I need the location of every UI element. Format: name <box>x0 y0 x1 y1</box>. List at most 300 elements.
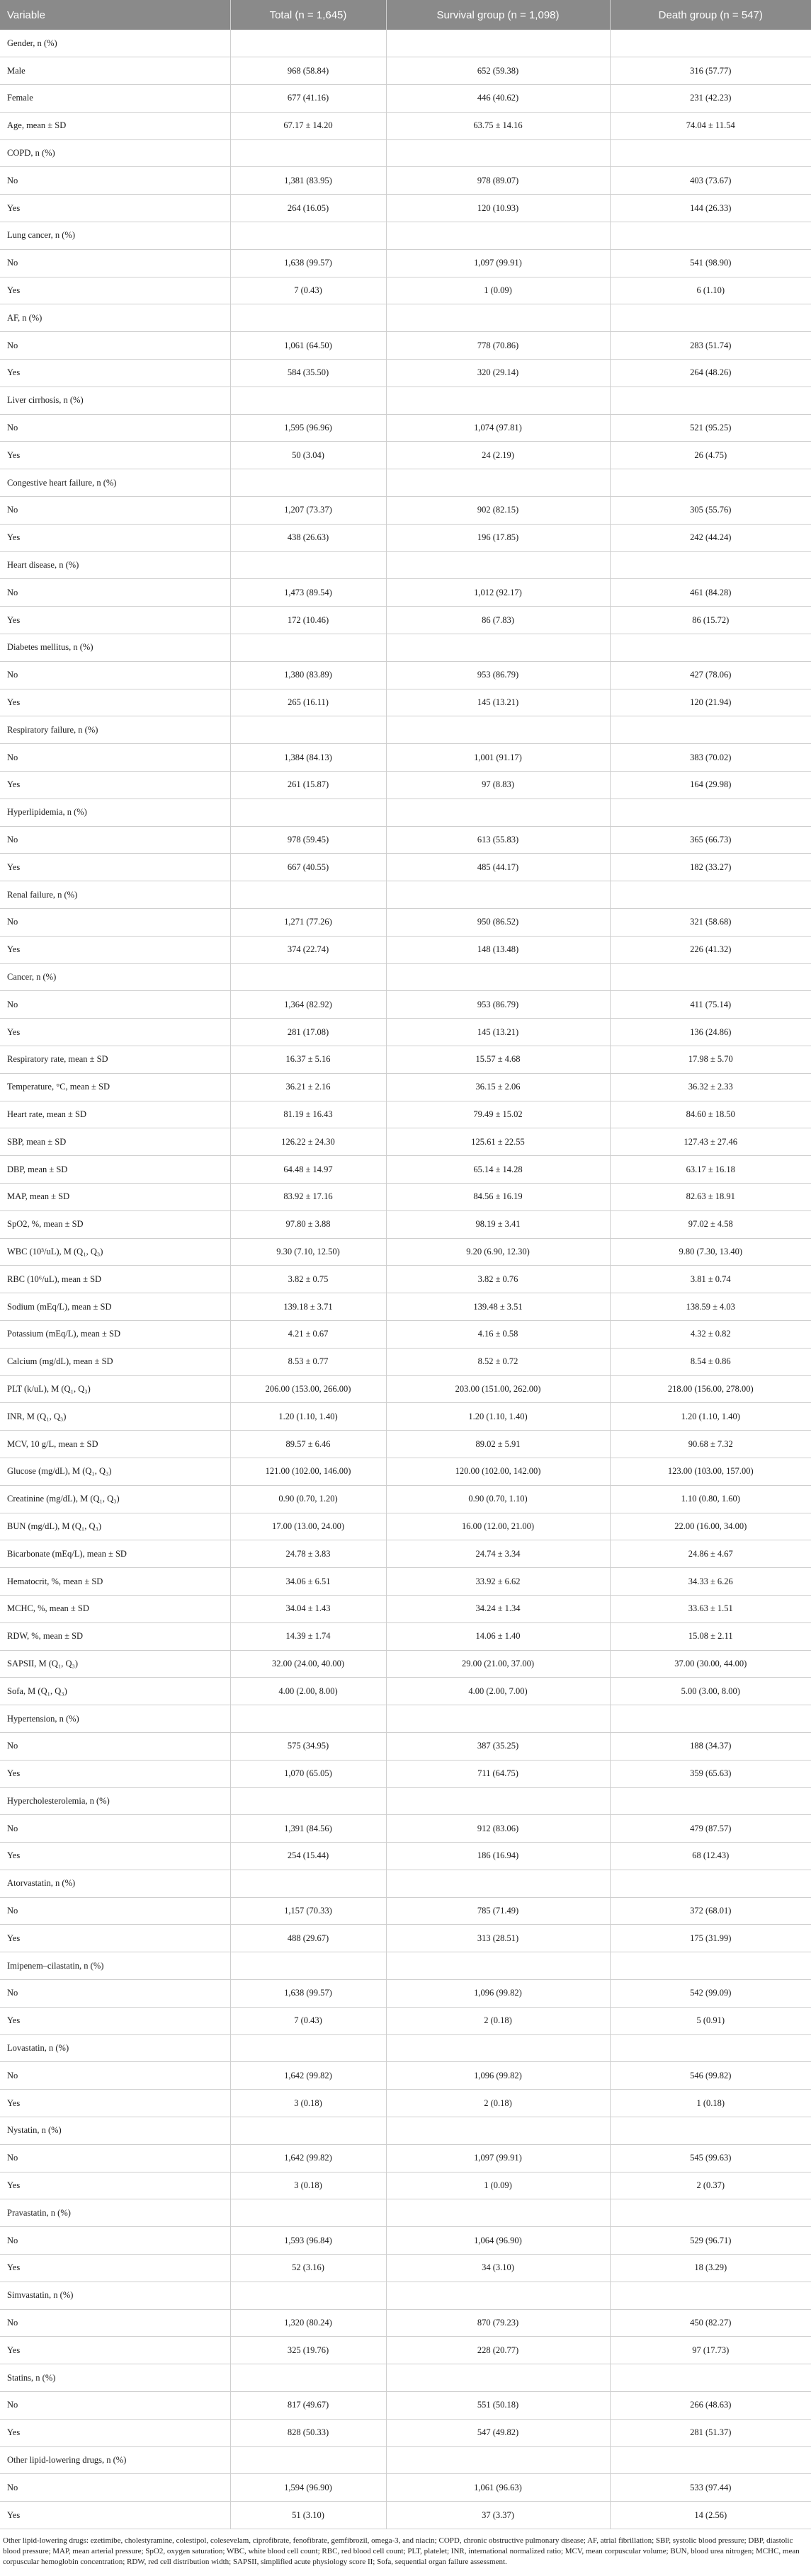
survival-cell: 1.20 (1.10, 1.40) <box>386 1403 610 1431</box>
total-cell: 32.00 (24.00, 40.00) <box>230 1650 386 1678</box>
total-cell <box>230 1705 386 1733</box>
total-cell: 1,271 (77.26) <box>230 909 386 937</box>
total-cell <box>230 1870 386 1897</box>
death-cell: 242 (44.24) <box>610 524 811 551</box>
variable-cell: Pravastatin, n (%) <box>0 2199 230 2227</box>
death-cell <box>610 30 811 57</box>
table-row <box>0 1870 811 1897</box>
variable-cell: Liver cirrhosis, n (%) <box>0 387 230 414</box>
variable-cell: Congestive heart failure, n (%) <box>0 469 230 497</box>
variable-cell: Yes <box>0 524 230 551</box>
survival-cell <box>386 1952 610 1980</box>
table-row <box>0 2446 811 2474</box>
table-row <box>0 497 811 525</box>
survival-cell: 145 (13.21) <box>386 689 610 716</box>
death-cell <box>610 2282 811 2309</box>
variable-cell: Glucose (mg/dL), M (Q₁, Q₃) <box>0 1458 230 1485</box>
table-header <box>0 0 811 30</box>
table-row <box>0 1815 811 1843</box>
survival-cell: 63.75 ± 14.16 <box>386 112 610 139</box>
total-cell: 828 (50.33) <box>230 2419 386 2446</box>
variable-cell: Yes <box>0 936 230 963</box>
table-row <box>0 332 811 360</box>
table-row <box>0 1568 811 1596</box>
total-cell: 261 (15.87) <box>230 772 386 799</box>
table-row <box>0 304 811 332</box>
death-cell: 479 (87.57) <box>610 1815 811 1843</box>
variable-cell: No <box>0 2309 230 2337</box>
death-cell: 3.81 ± 0.74 <box>610 1266 811 1293</box>
survival-cell: 125.61 ± 22.55 <box>386 1128 610 1156</box>
death-cell: 22.00 (16.00, 34.00) <box>610 1513 811 1540</box>
survival-cell: 1 (0.09) <box>386 2172 610 2199</box>
death-cell: 188 (34.37) <box>610 1732 811 1760</box>
variable-cell: Gender, n (%) <box>0 30 230 57</box>
variable-cell: RBC (10⁶/uL), mean ± SD <box>0 1266 230 1293</box>
variable-cell: Simvastatin, n (%) <box>0 2282 230 2309</box>
death-cell: 1.10 (0.80, 1.60) <box>610 1485 811 1513</box>
survival-cell <box>386 1870 610 1897</box>
survival-cell <box>386 2364 610 2392</box>
death-cell: 411 (75.14) <box>610 991 811 1019</box>
survival-cell <box>386 634 610 662</box>
total-cell: 265 (16.11) <box>230 689 386 716</box>
table-row <box>0 634 811 662</box>
total-cell: 1,595 (96.96) <box>230 414 386 442</box>
total-cell: 1,384 (84.13) <box>230 744 386 772</box>
survival-cell <box>386 716 610 744</box>
variable-cell: No <box>0 1897 230 1925</box>
death-cell: 529 (96.71) <box>610 2227 811 2255</box>
survival-cell: 778 (70.86) <box>386 332 610 360</box>
survival-cell <box>386 2034 610 2062</box>
table-row <box>0 936 811 963</box>
variable-cell: No <box>0 332 230 360</box>
table-row <box>0 1705 811 1733</box>
table-row <box>0 798 811 826</box>
table-row <box>0 1183 811 1210</box>
death-cell: 14 (2.56) <box>610 2502 811 2529</box>
total-cell: 4.21 ± 0.67 <box>230 1320 386 1348</box>
variable-cell: Hematocrit, %, mean ± SD <box>0 1568 230 1596</box>
death-cell: 127.43 ± 27.46 <box>610 1128 811 1156</box>
variable-cell: INR, M (Q₁, Q₃) <box>0 1403 230 1431</box>
death-cell: 175 (31.99) <box>610 1925 811 1952</box>
death-cell: 68 (12.43) <box>610 1843 811 1870</box>
variable-cell: Male <box>0 57 230 85</box>
variable-cell: Respiratory failure, n (%) <box>0 716 230 744</box>
death-cell: 542 (99.09) <box>610 1980 811 2008</box>
total-cell: 281 (17.08) <box>230 1019 386 1046</box>
total-cell: 121.00 (102.00, 146.00) <box>230 1458 386 1485</box>
total-cell: 1,070 (65.05) <box>230 1760 386 1787</box>
survival-cell: 1,074 (97.81) <box>386 414 610 442</box>
death-cell <box>610 716 811 744</box>
survival-cell: 14.06 ± 1.40 <box>386 1622 610 1650</box>
survival-cell: 1,097 (99.91) <box>386 249 610 277</box>
total-cell: 3 (0.18) <box>230 2172 386 2199</box>
table-row <box>0 2227 811 2255</box>
variable-cell: No <box>0 249 230 277</box>
total-cell <box>230 963 386 991</box>
death-cell: 34.33 ± 6.26 <box>610 1568 811 1596</box>
total-cell: 172 (10.46) <box>230 607 386 634</box>
table-row <box>0 1156 811 1184</box>
survival-cell: 34 (3.10) <box>386 2255 610 2282</box>
variable-cell: Yes <box>0 1843 230 1870</box>
variable-cell: No <box>0 1815 230 1843</box>
total-cell: 1,594 (96.90) <box>230 2474 386 2502</box>
variable-cell: Creatinine (mg/dL), M (Q₁, Q₃) <box>0 1485 230 1513</box>
survival-cell: 196 (17.85) <box>386 524 610 551</box>
death-cell <box>610 139 811 167</box>
death-cell: 4.32 ± 0.82 <box>610 1320 811 1348</box>
survival-cell: 950 (86.52) <box>386 909 610 937</box>
death-cell: 545 (99.63) <box>610 2144 811 2172</box>
survival-cell: 1,061 (96.63) <box>386 2474 610 2502</box>
death-cell <box>610 1952 811 1980</box>
total-cell: 7 (0.43) <box>230 277 386 304</box>
survival-cell: 1,001 (91.17) <box>386 744 610 772</box>
survival-cell: 228 (20.77) <box>386 2337 610 2364</box>
survival-cell <box>386 551 610 579</box>
table-row <box>0 826 811 854</box>
death-cell <box>610 469 811 497</box>
death-cell: 541 (98.90) <box>610 249 811 277</box>
table-row <box>0 689 811 716</box>
table-row <box>0 249 811 277</box>
survival-cell: 3.82 ± 0.76 <box>386 1266 610 1293</box>
total-cell: 575 (34.95) <box>230 1732 386 1760</box>
variable-cell: BUN (mg/dL), M (Q₁, Q₃) <box>0 1513 230 1540</box>
total-cell <box>230 551 386 579</box>
variable-cell: Hyperlipidemia, n (%) <box>0 798 230 826</box>
death-cell: 305 (55.76) <box>610 497 811 525</box>
survival-cell <box>386 2282 610 2309</box>
death-cell <box>610 1870 811 1897</box>
death-cell: 6 (1.10) <box>610 277 811 304</box>
total-cell <box>230 2117 386 2145</box>
total-cell: 51 (3.10) <box>230 2502 386 2529</box>
table-row <box>0 881 811 909</box>
death-cell: 316 (57.77) <box>610 57 811 85</box>
death-cell: 1 (0.18) <box>610 2090 811 2117</box>
death-cell <box>610 2199 811 2227</box>
death-cell <box>610 2034 811 2062</box>
table-row <box>0 1431 811 1458</box>
variable-cell: Yes <box>0 1760 230 1787</box>
total-cell: 64.48 ± 14.97 <box>230 1156 386 1184</box>
total-cell <box>230 139 386 167</box>
survival-cell <box>386 387 610 414</box>
table-row <box>0 1787 811 1815</box>
death-cell <box>610 963 811 991</box>
total-cell: 1,642 (99.82) <box>230 2062 386 2090</box>
total-cell: 1,391 (84.56) <box>230 1815 386 1843</box>
variable-cell: Potassium (mEq/L), mean ± SD <box>0 1320 230 1348</box>
table-row <box>0 579 811 607</box>
table-row <box>0 1622 811 1650</box>
total-cell: 3.82 ± 0.75 <box>230 1266 386 1293</box>
table-row <box>0 963 811 991</box>
table-row <box>0 167 811 195</box>
survival-cell: 34.24 ± 1.34 <box>386 1595 610 1622</box>
table-row <box>0 85 811 113</box>
survival-cell: 870 (79.23) <box>386 2309 610 2337</box>
table-row <box>0 2199 811 2227</box>
death-cell: 9.80 (7.30, 13.40) <box>610 1238 811 1266</box>
death-cell <box>610 1787 811 1815</box>
survival-cell: 84.56 ± 16.19 <box>386 1183 610 1210</box>
variable-cell: No <box>0 414 230 442</box>
variable-cell: No <box>0 909 230 937</box>
death-cell: 37.00 (30.00, 44.00) <box>610 1650 811 1678</box>
variable-cell: No <box>0 2474 230 2502</box>
death-cell: 231 (42.23) <box>610 85 811 113</box>
header-total: Total (n = 1,645) <box>230 0 386 30</box>
survival-cell: 387 (35.25) <box>386 1732 610 1760</box>
survival-cell <box>386 1705 610 1733</box>
death-cell: 521 (95.25) <box>610 414 811 442</box>
table-row <box>0 1238 811 1266</box>
variable-cell: Yes <box>0 2007 230 2034</box>
survival-cell: 2 (0.18) <box>386 2007 610 2034</box>
table-row <box>0 1293 811 1321</box>
survival-cell: 89.02 ± 5.91 <box>386 1431 610 1458</box>
survival-cell: 37 (3.37) <box>386 2502 610 2529</box>
variable-cell: Renal failure, n (%) <box>0 881 230 909</box>
variable-cell: AF, n (%) <box>0 304 230 332</box>
total-cell: 17.00 (13.00, 24.00) <box>230 1513 386 1540</box>
survival-cell: 652 (59.38) <box>386 57 610 85</box>
death-cell <box>610 2364 811 2392</box>
survival-cell: 36.15 ± 2.06 <box>386 1073 610 1101</box>
death-cell: 372 (68.01) <box>610 1897 811 1925</box>
table-row <box>0 1678 811 1705</box>
table-row <box>0 1458 811 1485</box>
total-cell: 0.90 (0.70, 1.20) <box>230 1485 386 1513</box>
survival-cell: 785 (71.49) <box>386 1897 610 1925</box>
total-cell: 1,638 (99.57) <box>230 249 386 277</box>
variable-cell: SBP, mean ± SD <box>0 1128 230 1156</box>
variable-cell: Female <box>0 85 230 113</box>
table-footnote: Other lipid-lowering drugs: ezetimibe, cholestyramine, colestipol, colesevelam, ciprofibrate, fenofibrate, gemfibrozil, omega-3, and niacin; COPD, chronic obstructive pulmonary disease; AF, atrial fibrillation; SBP, systolic blood pressure; DBP, diastolic blood pressure; MAP, mean arterial pressure; SpO2, oxygen saturation; WBC, white blood cell count; RBC, red blood cell count; PLT, platelet; INR, international normalized ratio; MCV, mean corpuscular volume; BUN, blood urea nitrogen; MCHC, mean corpuscular hemoglobin concentration; RDW, red cell distribution width; SAPSII, simplified acute physiology score II; Sofa, sequential organ failure assessment. <box>3 2536 800 2567</box>
death-cell: 144 (26.33) <box>610 195 811 222</box>
total-cell: 1.20 (1.10, 1.40) <box>230 1403 386 1431</box>
variable-cell: No <box>0 661 230 689</box>
variable-cell: Heart disease, n (%) <box>0 551 230 579</box>
total-cell: 1,638 (99.57) <box>230 1980 386 2008</box>
variable-cell: Yes <box>0 772 230 799</box>
total-cell: 1,380 (83.89) <box>230 661 386 689</box>
variable-cell: Cancer, n (%) <box>0 963 230 991</box>
header-row <box>0 0 811 30</box>
death-cell: 5 (0.91) <box>610 2007 811 2034</box>
variable-cell: Respiratory rate, mean ± SD <box>0 1046 230 1073</box>
death-cell: 226 (41.32) <box>610 936 811 963</box>
total-cell: 374 (22.74) <box>230 936 386 963</box>
survival-cell <box>386 798 610 826</box>
death-cell: 120 (21.94) <box>610 689 811 716</box>
survival-cell: 1,064 (96.90) <box>386 2227 610 2255</box>
survival-cell <box>386 1787 610 1815</box>
survival-cell: 978 (89.07) <box>386 167 610 195</box>
table-row <box>0 1019 811 1046</box>
table-row <box>0 2337 811 2364</box>
survival-cell: 79.49 ± 15.02 <box>386 1101 610 1128</box>
total-cell: 139.18 ± 3.71 <box>230 1293 386 1321</box>
total-cell <box>230 1952 386 1980</box>
total-cell: 97.80 ± 3.88 <box>230 1210 386 1238</box>
survival-cell: 33.92 ± 6.62 <box>386 1568 610 1596</box>
survival-cell: 9.20 (6.90, 12.30) <box>386 1238 610 1266</box>
total-cell: 1,593 (96.84) <box>230 2227 386 2255</box>
total-cell <box>230 469 386 497</box>
survival-cell: 120 (10.93) <box>386 195 610 222</box>
variable-cell: MCHC, %, mean ± SD <box>0 1595 230 1622</box>
variable-cell: No <box>0 826 230 854</box>
survival-cell <box>386 222 610 250</box>
variable-cell: RDW, %, mean ± SD <box>0 1622 230 1650</box>
survival-cell: 1,012 (92.17) <box>386 579 610 607</box>
total-cell: 9.30 (7.10, 12.50) <box>230 1238 386 1266</box>
variable-cell: No <box>0 1980 230 2008</box>
table-row <box>0 1732 811 1760</box>
variable-cell: Bicarbonate (mEq/L), mean ± SD <box>0 1540 230 1568</box>
death-cell: 266 (48.63) <box>610 2392 811 2420</box>
variable-cell: DBP, mean ± SD <box>0 1156 230 1184</box>
table-row <box>0 551 811 579</box>
total-cell: 7 (0.43) <box>230 2007 386 2034</box>
total-cell <box>230 222 386 250</box>
death-cell <box>610 222 811 250</box>
variable-cell: Atorvastatin, n (%) <box>0 1870 230 1897</box>
total-cell <box>230 304 386 332</box>
death-cell: 383 (70.02) <box>610 744 811 772</box>
table-row <box>0 112 811 139</box>
survival-cell: 1,096 (99.82) <box>386 1980 610 2008</box>
death-cell: 26 (4.75) <box>610 442 811 469</box>
survival-cell: 16.00 (12.00, 21.00) <box>386 1513 610 1540</box>
death-cell <box>610 1705 811 1733</box>
total-cell <box>230 798 386 826</box>
total-cell: 254 (15.44) <box>230 1843 386 1870</box>
table-row <box>0 1073 811 1101</box>
survival-cell <box>386 2199 610 2227</box>
total-cell: 968 (58.84) <box>230 57 386 85</box>
death-cell <box>610 634 811 662</box>
table-row <box>0 1403 811 1431</box>
death-cell <box>610 551 811 579</box>
death-cell <box>610 2446 811 2474</box>
death-cell: 321 (58.68) <box>610 909 811 937</box>
death-cell: 136 (24.86) <box>610 1019 811 1046</box>
survival-cell: 551 (50.18) <box>386 2392 610 2420</box>
total-cell: 16.37 ± 5.16 <box>230 1046 386 1073</box>
variable-cell: Age, mean ± SD <box>0 112 230 139</box>
variable-cell: Yes <box>0 1019 230 1046</box>
death-cell <box>610 798 811 826</box>
table-row <box>0 1046 811 1073</box>
table-row <box>0 1210 811 1238</box>
header-death-group: Death group (n = 547) <box>658 8 763 21</box>
survival-cell: 86 (7.83) <box>386 607 610 634</box>
survival-cell: 613 (55.83) <box>386 826 610 854</box>
table-row <box>0 1101 811 1128</box>
survival-cell: 4.16 ± 0.58 <box>386 1320 610 1348</box>
survival-cell: 203.00 (151.00, 262.00) <box>386 1375 610 1403</box>
survival-cell: 120.00 (102.00, 142.00) <box>386 1458 610 1485</box>
total-cell: 978 (59.45) <box>230 826 386 854</box>
total-cell: 52 (3.16) <box>230 2255 386 2282</box>
total-cell: 36.21 ± 2.16 <box>230 1073 386 1101</box>
variable-cell: Hypertension, n (%) <box>0 1705 230 1733</box>
table-row <box>0 57 811 85</box>
death-cell: 24.86 ± 4.67 <box>610 1540 811 1568</box>
variable-cell: PLT (k/uL), M (Q₁, Q₃) <box>0 1375 230 1403</box>
total-cell: 34.04 ± 1.43 <box>230 1595 386 1622</box>
death-cell: 182 (33.27) <box>610 854 811 881</box>
death-cell <box>610 304 811 332</box>
death-cell: 281 (51.37) <box>610 2419 811 2446</box>
total-cell: 488 (29.67) <box>230 1925 386 1952</box>
death-cell: 8.54 ± 0.86 <box>610 1348 811 1375</box>
death-cell: 461 (84.28) <box>610 579 811 607</box>
total-cell <box>230 2446 386 2474</box>
table-row <box>0 442 811 469</box>
table-row <box>0 854 811 881</box>
total-cell <box>230 881 386 909</box>
table-row <box>0 744 811 772</box>
variable-cell: Yes <box>0 442 230 469</box>
survival-cell <box>386 30 610 57</box>
variable-cell: No <box>0 1732 230 1760</box>
death-cell: 33.63 ± 1.51 <box>610 1595 811 1622</box>
total-cell <box>230 2199 386 2227</box>
variable-cell: Sodium (mEq/L), mean ± SD <box>0 1293 230 1321</box>
death-cell: 1.20 (1.10, 1.40) <box>610 1403 811 1431</box>
table-row <box>0 2034 811 2062</box>
survival-cell: 320 (29.14) <box>386 360 610 387</box>
table-row <box>0 716 811 744</box>
variable-cell: Yes <box>0 689 230 716</box>
death-cell: 15.08 ± 2.11 <box>610 1622 811 1650</box>
death-cell: 123.00 (103.00, 157.00) <box>610 1458 811 1485</box>
table-row <box>0 2255 811 2282</box>
variable-cell: Lovastatin, n (%) <box>0 2034 230 2062</box>
total-cell: 817 (49.67) <box>230 2392 386 2420</box>
death-cell: 546 (99.82) <box>610 2062 811 2090</box>
variable-cell: SpO2, %, mean ± SD <box>0 1210 230 1238</box>
table-row <box>0 1266 811 1293</box>
table-row <box>0 1897 811 1925</box>
survival-cell: 65.14 ± 14.28 <box>386 1156 610 1184</box>
total-cell: 81.19 ± 16.43 <box>230 1101 386 1128</box>
total-cell: 1,061 (64.50) <box>230 332 386 360</box>
table-row <box>0 2502 811 2529</box>
total-cell <box>230 634 386 662</box>
survival-cell: 97 (8.83) <box>386 772 610 799</box>
survival-cell: 953 (86.79) <box>386 991 610 1019</box>
death-cell: 90.68 ± 7.32 <box>610 1431 811 1458</box>
total-cell: 1,157 (70.33) <box>230 1897 386 1925</box>
variable-cell: Diabetes mellitus, n (%) <box>0 634 230 662</box>
total-cell: 8.53 ± 0.77 <box>230 1348 386 1375</box>
total-cell: 24.78 ± 3.83 <box>230 1540 386 1568</box>
survival-cell: 145 (13.21) <box>386 1019 610 1046</box>
table-row <box>0 1760 811 1787</box>
survival-cell: 148 (13.48) <box>386 936 610 963</box>
